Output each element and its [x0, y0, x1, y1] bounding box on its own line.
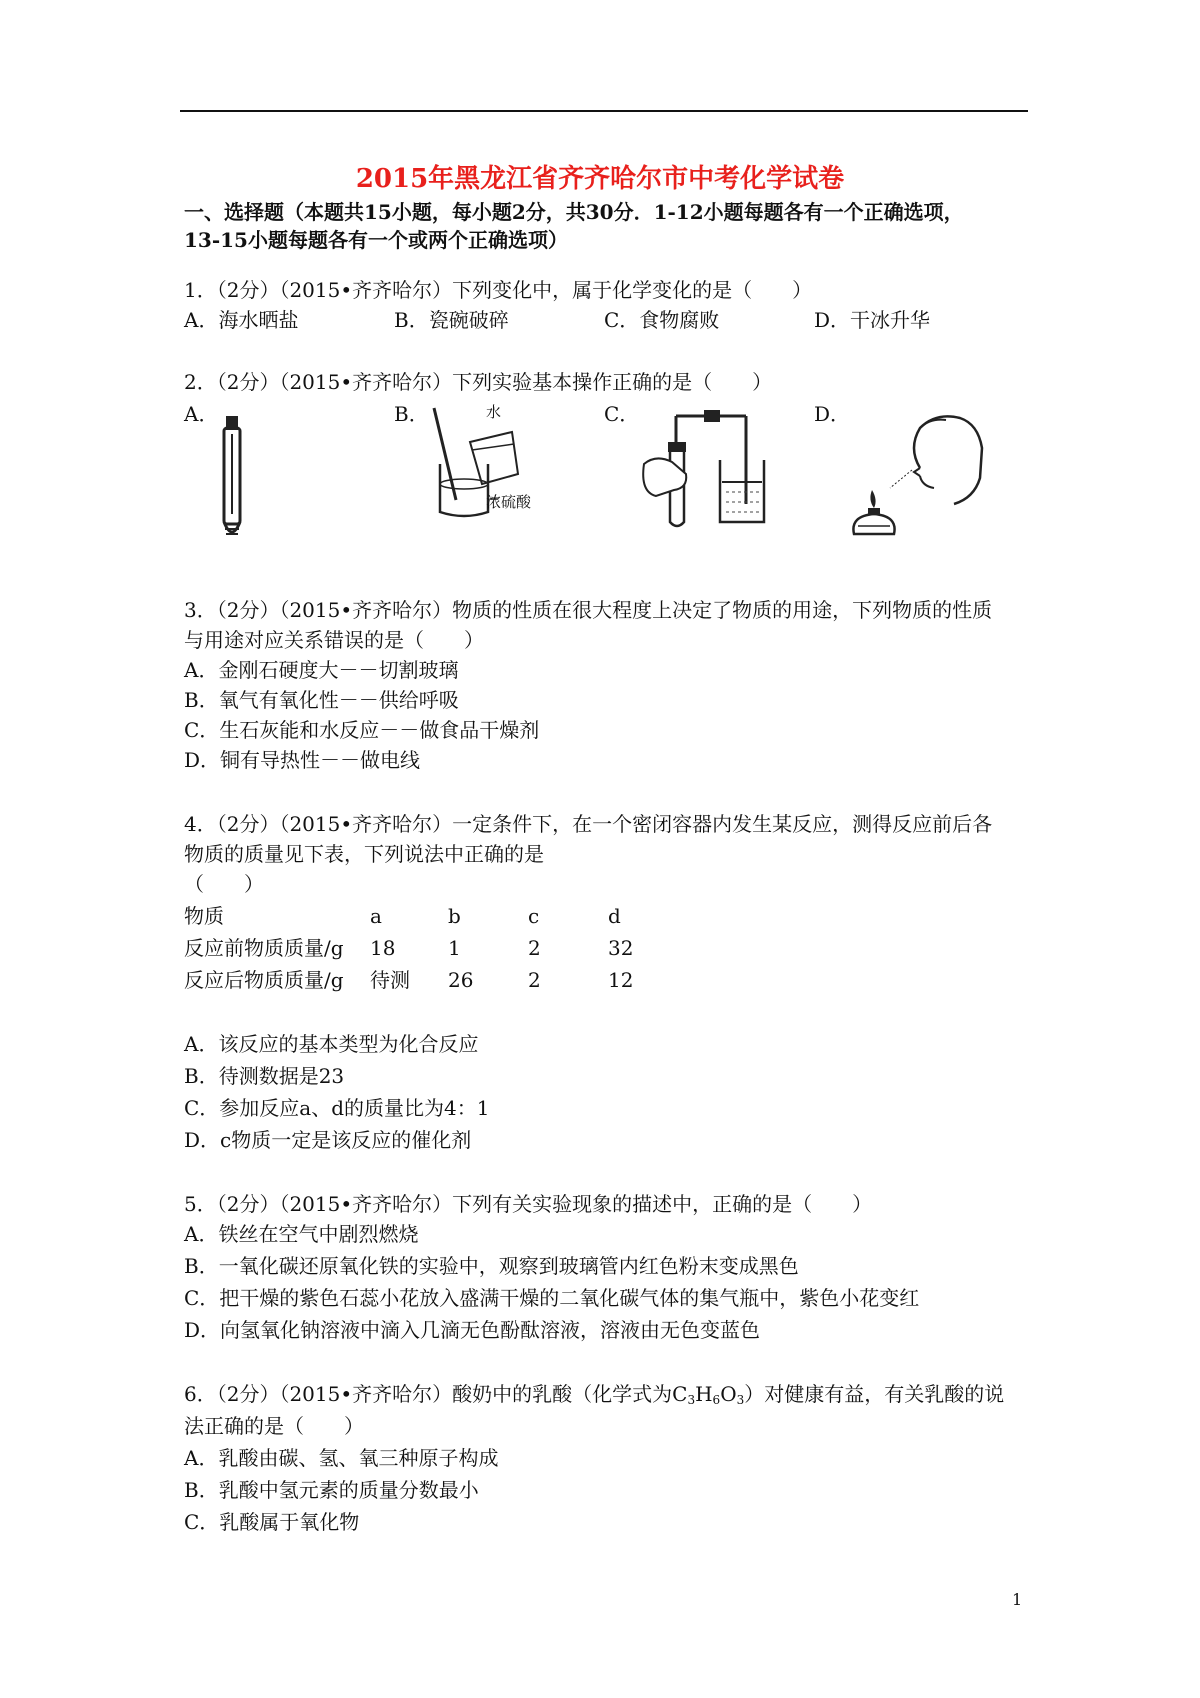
table-cell: b	[448, 904, 461, 928]
table-cell: 待测	[370, 968, 410, 992]
table-cell: 2	[528, 968, 541, 992]
table-cell: 反应后物质质量/g	[184, 968, 344, 992]
q6-stem-pre: 6．（2分）（2015•齐齐哈尔）酸奶中的乳酸（化学式为C	[184, 1382, 688, 1406]
q1-stem: 1．（2分）（2015•齐齐哈尔）下列变化中，属于化学变化的是（ ）	[184, 278, 813, 302]
q3-stem-line1: 3．（2分）（2015•齐齐哈尔）物质的性质在很大程度上决定了物质的用途，下列物质的性质	[184, 598, 993, 622]
q4-stem-line1: 4．（2分）（2015•齐齐哈尔）一定条件下，在一个密闭容器内发生某反应，测得反应前后各	[184, 812, 993, 836]
q6-formula-element: O	[720, 1382, 737, 1406]
q6-stem-post: ）对健康有益，有关乳酸的说	[744, 1382, 1005, 1406]
q6-formula-sub: 3	[687, 1393, 696, 1407]
q4-stem-line2: 物质的质量见下表，下列说法中正确的是	[184, 842, 544, 866]
table-cell: 反应前物质质量/g	[184, 936, 344, 960]
header-rule	[180, 110, 1028, 112]
table-cell: 2	[528, 936, 541, 960]
q1-option-a: A．海水晒盐	[184, 308, 299, 332]
page-number: 1	[1012, 1590, 1023, 1609]
q4-option-a: A．该反应的基本类型为化合反应	[184, 1032, 479, 1056]
q4-option-b: B．待测数据是23	[184, 1064, 345, 1088]
q4-stem-line3: （ ）	[184, 872, 264, 896]
q6-formula-element: H	[695, 1382, 713, 1406]
table-cell: 26	[448, 968, 474, 992]
q3-option-c: C．生石灰能和水反应－－做食品干燥剂	[184, 718, 540, 742]
q6-formula-sub: 6	[712, 1393, 721, 1407]
q1-option-d: D．干冰升华	[814, 308, 931, 332]
q6-option-a: A．乳酸由碳、氢、氧三种原子构成	[184, 1446, 499, 1470]
section-heading-line1: 一、选择题（本题共15小题，每小题2分，共30分．1-12小题每题各有一个正确选项，	[184, 200, 964, 224]
q3-option-d: D．铜有导热性－－做电线	[184, 748, 421, 772]
q2-figure-d-alcohol-lamp	[850, 408, 990, 543]
q5-option-b: B．一氧化碳还原氧化铁的实验中，观察到玻璃管内红色粉末变成黑色	[184, 1254, 799, 1278]
q6-option-c: C．乳酸属于氧化物	[184, 1510, 360, 1534]
table-cell: d	[608, 904, 621, 928]
q2-option-d: D．	[814, 402, 851, 426]
page-title: 2015年黑龙江省齐齐哈尔市中考化学试卷	[355, 164, 845, 194]
q4-option-d: D．c物质一定是该反应的催化剂	[184, 1128, 472, 1152]
q3-stem-line2: 与用途对应关系错误的是（ ）	[184, 628, 484, 652]
table-cell: 12	[608, 968, 634, 992]
q2-figure-a-tube	[212, 414, 252, 544]
table-cell: a	[370, 904, 382, 928]
table-cell: 物质	[184, 904, 224, 928]
q5-stem: 5．（2分）（2015•齐齐哈尔）下列有关实验现象的描述中，正确的是（ ）	[184, 1192, 873, 1216]
q2-figure-b-label-acid: 浓硫酸	[486, 493, 532, 511]
q6-option-b: B．乳酸中氢元素的质量分数最小	[184, 1478, 479, 1502]
q2-stem: 2．（2分）（2015•齐齐哈尔）下列实验基本操作正确的是（ ）	[184, 370, 773, 394]
q3-option-a: A．金刚石硬度大－－切割玻璃	[184, 658, 459, 682]
table-cell: c	[528, 904, 540, 928]
q3-option-b: B．氧气有氧化性－－供给呼吸	[184, 688, 459, 712]
q2-option-a: A．	[184, 402, 219, 426]
table-cell: 1	[448, 936, 461, 960]
q4-option-c: C．参加反应a、d的质量比为4：1	[184, 1096, 490, 1120]
table-cell: 32	[608, 936, 634, 960]
section-heading-line2: 13-15小题每题各有一个或两个正确选项）	[184, 228, 568, 252]
q1-option-b: B．瓷碗破碎	[394, 308, 509, 332]
q6-stem-line2: 法正确的是（ ）	[184, 1414, 364, 1438]
q2-figure-c-airtightness	[636, 404, 766, 534]
q1-option-c: C．食物腐败	[604, 308, 720, 332]
q5-option-a: A．铁丝在空气中剧烈燃烧	[184, 1222, 419, 1246]
q2-option-b: B．	[394, 402, 429, 426]
q5-option-c: C．把干燥的紫色石蕊小花放入盛满干燥的二氧化碳气体的集气瓶中，紫色小花变红	[184, 1286, 920, 1310]
q6-formula-sub: 3	[736, 1393, 745, 1407]
q2-option-c: C．	[604, 402, 640, 426]
q6-stem-line1	[184, 1380, 1004, 1414]
q2-figure-b-label-water: 水	[486, 403, 502, 421]
table-cell: 18	[370, 936, 396, 960]
q5-option-d: D．向氢氧化钠溶液中滴入几滴无色酚酞溶液，溶液由无色变蓝色	[184, 1318, 761, 1342]
